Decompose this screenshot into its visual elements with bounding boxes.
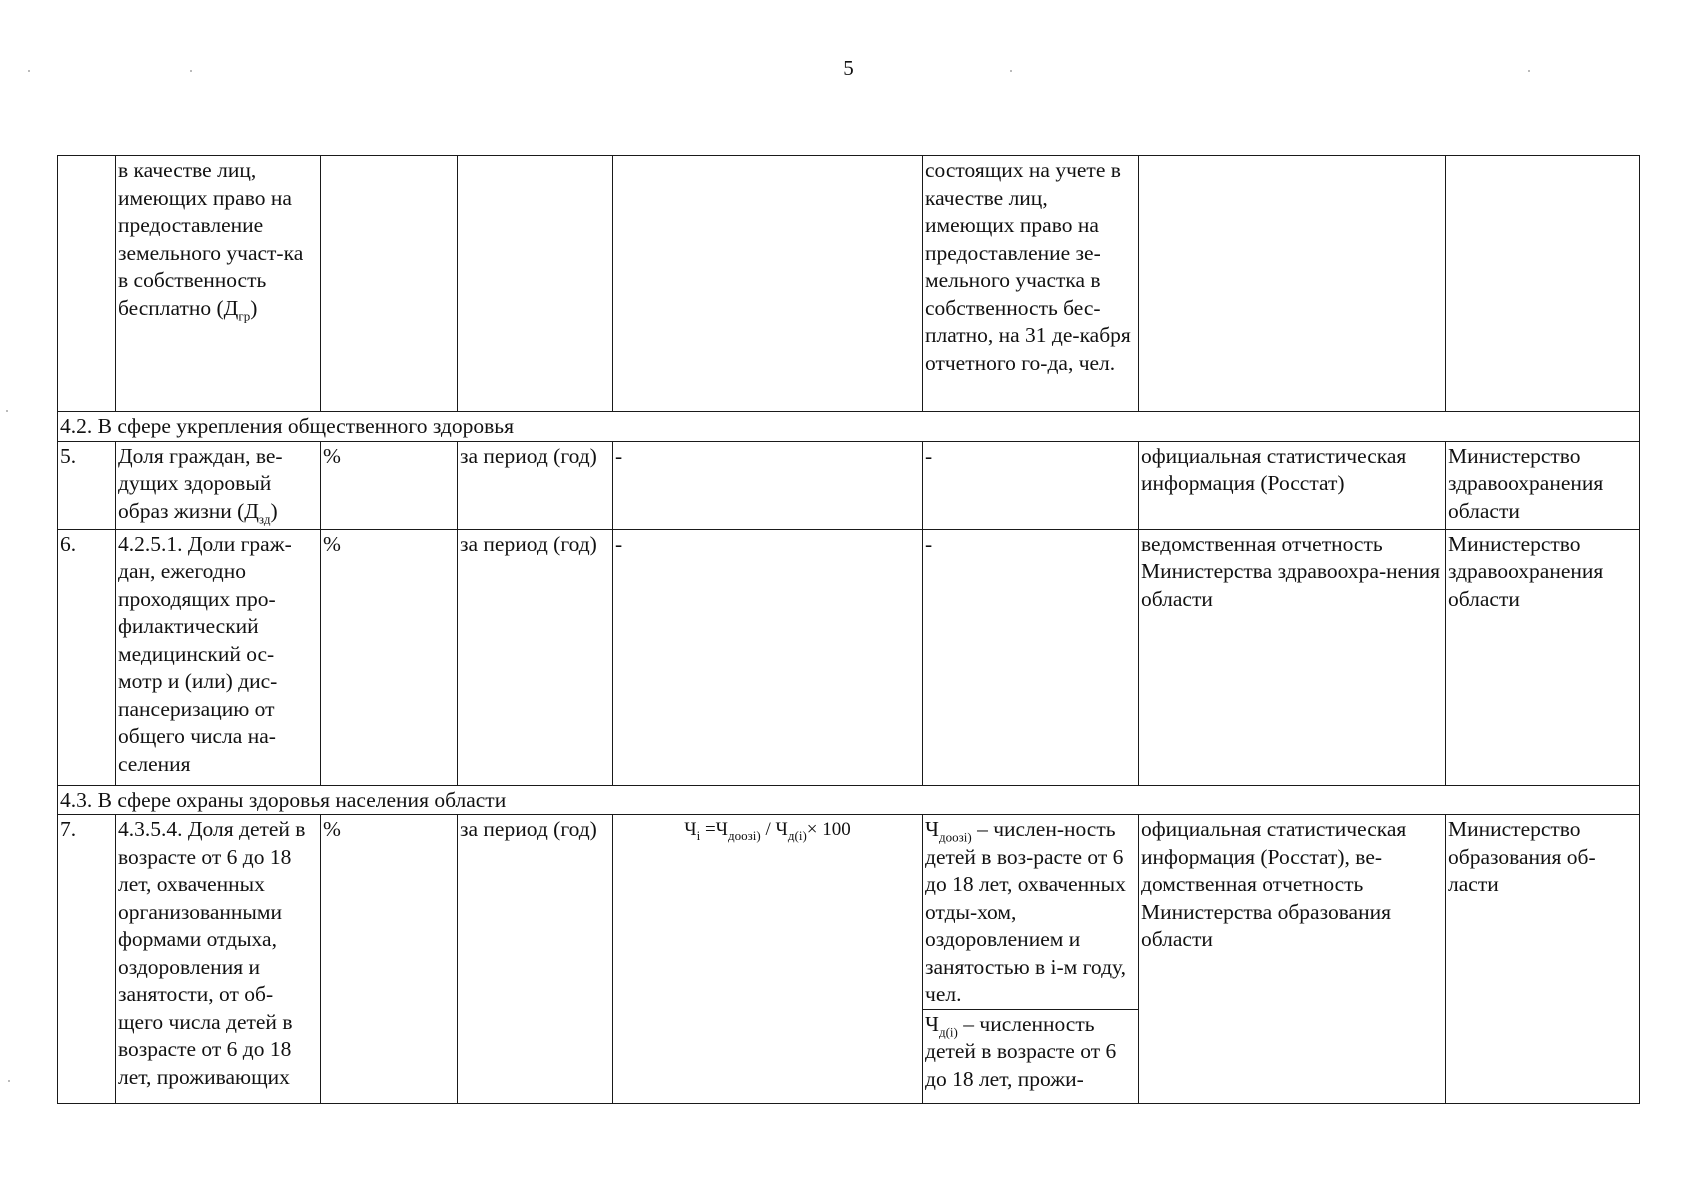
- table-row-7: [58, 815, 1640, 1104]
- cell-variable-desc: [923, 815, 1139, 1104]
- section-row-4-2: [58, 412, 1640, 442]
- cell-unit: %: [321, 529, 458, 785]
- cell-indicator: 4.2.5.1. Доли граж-дан, ежегодно проходящих про-филактический медицинский ос-мотр и (или) дис-пансеризацию от общего числа на-селения: [116, 529, 321, 785]
- table-row-5: [58, 441, 1640, 529]
- cell-indicator: 4.3.5.4. Доля детей в возрасте от 6 до 18 лет, охваченных организованными формами отдыха, оздоровления и занятости, от об-щего числа детей в возрасте от 6 до 18 лет, проживающих: [116, 815, 321, 1104]
- cell-unit: [321, 156, 458, 412]
- cell-variable-desc: -: [923, 441, 1139, 529]
- indicators-table: [57, 155, 1640, 1104]
- cell-source: ведомственная отчетность Министерства здравоохра-нения области: [1139, 529, 1446, 785]
- table-row-continuation: [58, 156, 1640, 412]
- section-title: 4.3. В сфере охраны здоровья населения области: [58, 785, 1640, 815]
- cell-period: [458, 156, 613, 412]
- scan-speck: [190, 70, 192, 72]
- scan-speck: [8, 1080, 10, 1082]
- cell-num: 7.: [58, 815, 116, 1104]
- cell-period: за период (год): [458, 529, 613, 785]
- cell-indicator: в качестве лиц, имеющих право на предоставление земельного участ-ка в собственность бесплатно $(Д_{гр})$: [116, 156, 321, 412]
- page-number: 5: [843, 56, 854, 80]
- cell-indicator: Доля граждан, ве-дущих здоровый образ жизни $(Д_{зд})$: [116, 441, 321, 529]
- cell-unit: %: [321, 441, 458, 529]
- cell-source: официальная статистическая информация (Росстат), ве-домственная отчетность Министерства образования области: [1139, 815, 1446, 1104]
- cell-formula: -: [613, 529, 923, 785]
- cell-num: 5.: [58, 441, 116, 529]
- cell-period: за период (год): [458, 815, 613, 1104]
- cell-variable-desc: состоящих на учете в качестве лиц, имеющих право на предоставление зе-мельного участка в собственность бес-платно, на 31 де-кабря отчетного го-да, чел.: [923, 156, 1139, 412]
- scan-speck: [28, 70, 30, 72]
- cell-responsible: Министерство здравоохранения области: [1446, 529, 1640, 785]
- cell-variable-desc: -: [923, 529, 1139, 785]
- variable-desc-2: $Ч_{д(i)}$ – численность детей в возрасте от 6 до 18 лет, прожи-: [923, 1009, 1138, 1094]
- cell-formula: $Ч_i =Ч_{доозi)} / Ч_{д(i)}\times 100$: [613, 815, 923, 1104]
- scan-speck: [6, 410, 8, 412]
- cell-formula: [613, 156, 923, 412]
- scan-speck: [1528, 70, 1530, 72]
- cell-formula: -: [613, 441, 923, 529]
- section-title: 4.2. В сфере укрепления общественного здоровья: [58, 412, 1640, 442]
- cell-source: официальная статистическая информация (Росстат): [1139, 441, 1446, 529]
- cell-responsible: Министерство здравоохранения области: [1446, 441, 1640, 529]
- variable-desc-1: $Ч_{доозi)}$ – числен-ность детей в воз-расте от 6 до 18 лет, охваченных отды-хом, оздоровлением и занятостью в i-м году, чел.: [925, 817, 1126, 1006]
- cell-responsible: [1446, 156, 1640, 412]
- scan-speck: [1010, 70, 1012, 72]
- section-row-4-3: [58, 785, 1640, 815]
- cell-num: [58, 156, 116, 412]
- cell-unit: %: [321, 815, 458, 1104]
- cell-num: 6.: [58, 529, 116, 785]
- table-row-6: [58, 529, 1640, 785]
- cell-responsible: Министерство образования об-ласти: [1446, 815, 1640, 1104]
- cell-period: за период (год): [458, 441, 613, 529]
- cell-source: [1139, 156, 1446, 412]
